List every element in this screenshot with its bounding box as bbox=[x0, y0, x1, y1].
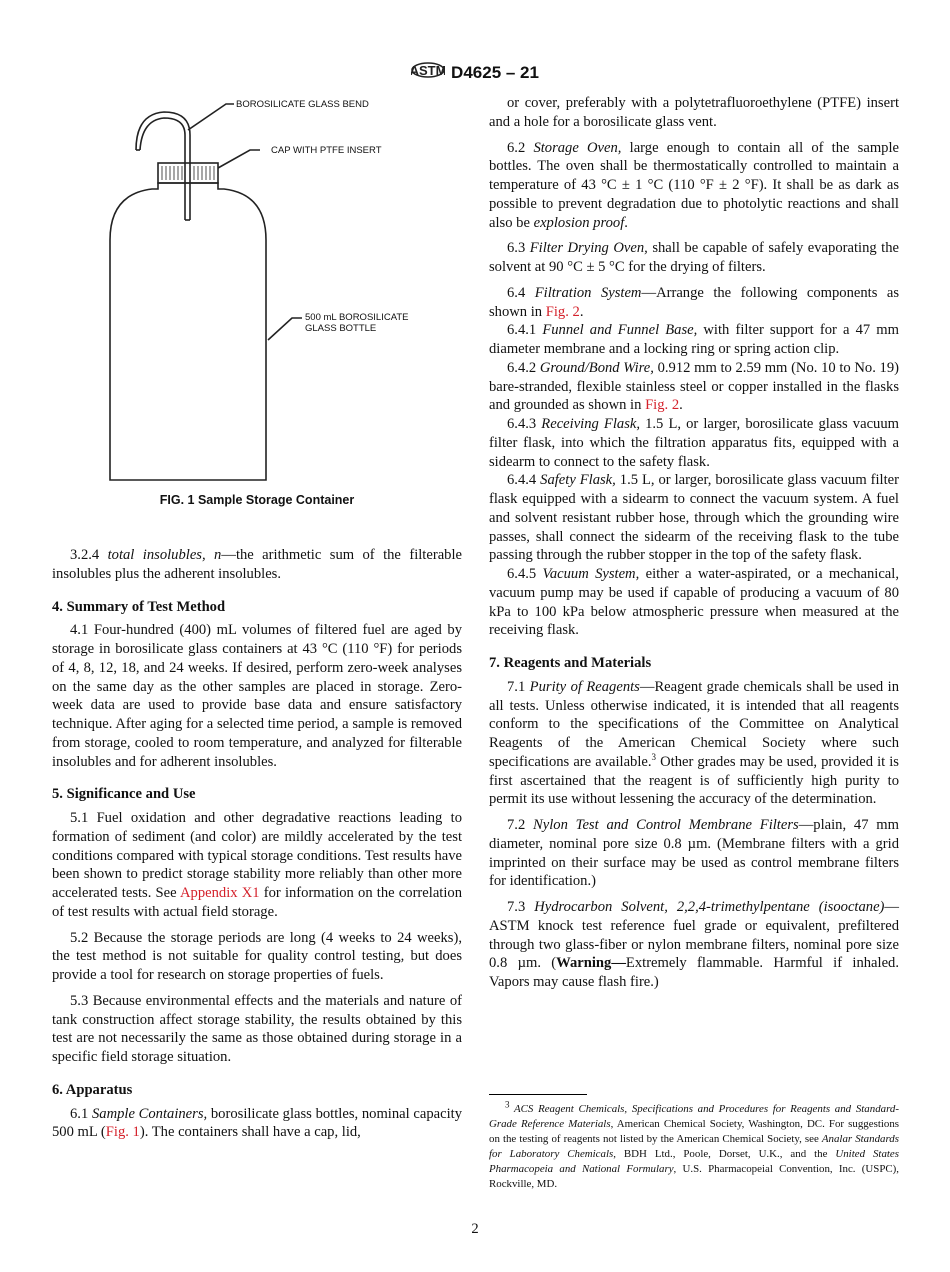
paragraph bbox=[489, 678, 899, 809]
paragraph bbox=[489, 898, 899, 992]
text-run: 5.2 Because the storage periods are long (4 weeks to 24 weeks), the test method is not suitable for quality control testing, but does provide a tool for research on storage properties of fuels. bbox=[52, 929, 462, 983]
left-column bbox=[52, 539, 462, 1142]
section-heading bbox=[489, 654, 899, 673]
standard-designation: D4625 – 21 bbox=[451, 62, 539, 82]
text-run: Nylon Test and Control Membrane Filters bbox=[533, 817, 799, 833]
text-run: total insolubles, n bbox=[107, 547, 222, 563]
text-run: 0.912 mm to 2.59 mm (No. 10 to No. 19) bare-stranded, flexible stainless steel or copper installed in the flasks and grounded as shown in bbox=[489, 359, 899, 414]
text-run: Analar Standards for Laboratory Chemicals bbox=[489, 1133, 899, 1160]
text-run: 4.1 Four-hundred (400) mL volumes of filtered fuel are aged by storage in borosilicate glass containers at 43 °C (110 °F) for periods of 4, 8, 12, 18, and 24 weeks. If desired, perform zero-week analyses on the same day as the other samples are placed in storage. Zero-week data are used to provide base data and ensure satisfactory technique. After aging for a selected time period, a sample is removed from storage, cooled to room temperature, and analyzed for filterable insolubles and for adherent insolubles. bbox=[52, 622, 462, 770]
paragraph bbox=[489, 321, 899, 359]
text-run: for information on the correlation of test results with actual field storage. bbox=[52, 885, 462, 920]
paragraph bbox=[489, 415, 899, 471]
paragraph bbox=[489, 139, 899, 233]
text-run: or cover, preferably with a polytetrafluoroethylene (PTFE) insert and a hole for a borosilicate glass vent. bbox=[489, 95, 899, 130]
paragraph bbox=[489, 94, 899, 132]
figure-1-bottle-diagram bbox=[100, 90, 420, 496]
text-run: Ground/Bond Wire, bbox=[539, 359, 654, 376]
text-run: large enough to contain all of the sample bottles. The oven shall be thermostatically controlled to maintain a temperature of 43 °C ± 1 °C (110 °F ± 2 °F). It shall be as dark as possible to prevent degradation due to photolytic reactions and shall also be bbox=[489, 139, 899, 231]
text-run: 6.2 bbox=[507, 139, 534, 156]
paragraph bbox=[489, 565, 899, 640]
text-run: Purity of Reagents bbox=[529, 678, 640, 695]
text-run: Vacuum System, bbox=[542, 566, 640, 582]
text-run: , U.S. Pharmacopeial Convention, Inc. (USPC), Rockville, MD. bbox=[489, 1163, 899, 1190]
text-run: 7. Reagents and Materials bbox=[489, 655, 652, 671]
label-bottle-line2: GLASS BOTTLE bbox=[305, 323, 377, 334]
paragraph bbox=[489, 816, 899, 891]
footnote bbox=[489, 1099, 900, 1192]
text-run: Extremely flammable. Harmful if inhaled. Vapors may cause flash fire.) bbox=[489, 955, 900, 990]
paragraph bbox=[52, 1105, 462, 1143]
text-run: Storage Oven, bbox=[533, 139, 622, 156]
label-cap: CAP WITH PTFE INSERT bbox=[271, 145, 382, 156]
text-run: Hydrocarbon Solvent, 2,2,4-trimethylpentane (isooctane) bbox=[534, 899, 885, 915]
text-run: —Arrange the following components as shown in bbox=[489, 284, 899, 320]
text-run: Receiving Flask, bbox=[541, 416, 640, 432]
page-header bbox=[0, 56, 950, 90]
text-run: borosilicate glass bottles, nominal capacity 500 mL ( bbox=[52, 1105, 463, 1141]
label-bottle-line1: 500 mL BOROSILICATE bbox=[305, 312, 409, 323]
text-run: 6.3 bbox=[507, 240, 530, 257]
right-column bbox=[489, 94, 899, 992]
text-run: . bbox=[679, 397, 683, 414]
text-run: either a water-aspirated, or a mechanical, vacuum pump may be used if capable of producing a vacuum of 80 kPa to 100 kPa below atmospheric pressure when measured at the receiving flask. bbox=[489, 566, 899, 639]
text-run: 6.4 bbox=[507, 284, 535, 301]
text-run: 5. Significance and Use bbox=[52, 786, 196, 803]
text-run: Warning— bbox=[556, 955, 626, 972]
text-run: 6.4.5 bbox=[507, 566, 543, 582]
text-run: 5.1 Fuel oxidation and other degradative reactions leading to formation of sediment (and color) are mildly accelerated by the test conditions compared with typical storage conditions. Test results have been shown to predict storage stability more reliably than other more accelerated tests. See bbox=[52, 810, 462, 901]
footnote-marker: 3 bbox=[651, 751, 657, 762]
text-run: Funnel and Funnel Base, bbox=[542, 322, 698, 339]
section-heading bbox=[52, 598, 462, 617]
text-run: 7.3 bbox=[507, 899, 535, 915]
text-run: 4. Summary of Test Method bbox=[52, 598, 226, 615]
label-glass-bend: BOROSILICATE GLASS BEND bbox=[236, 99, 369, 110]
section-heading bbox=[52, 1081, 462, 1100]
section-heading bbox=[52, 785, 462, 804]
text-run: Filter Drying Oven, bbox=[529, 240, 648, 257]
figure-caption: FIG. 1 Sample Storage Container bbox=[159, 493, 355, 507]
text-run: 6.4.4 bbox=[507, 472, 541, 489]
paragraph bbox=[489, 284, 899, 322]
text-run: with filter support for a 47 mm diameter membrane and a locking ring or spring action clip. bbox=[489, 322, 899, 357]
text-run: —ASTM knock test reference fuel grade or equivalent, prefiltered through two glass-fiber or nylon membrane filters, nominal pore size 0.8 µm. ( bbox=[489, 899, 899, 972]
footnote-marker: 3 bbox=[505, 1099, 510, 1110]
footnote-3 bbox=[489, 1099, 900, 1192]
paragraph bbox=[489, 471, 899, 565]
text-run: Filtration System bbox=[534, 284, 642, 301]
text-run: 5.3 Because environmental effects and the materials and nature of tank construction affect storage stability, the results obtained by this test are not necessarily the same as those obtained during storage in a specific field storage situation. bbox=[52, 992, 462, 1065]
text-run: 1.5 L, or larger, borosilicate glass vacuum filter flask, into which the filtration apparatus fits, equipped with a sidearm to connect to the safety flask. bbox=[489, 416, 899, 470]
text-run: 6. Apparatus bbox=[52, 1081, 133, 1098]
text-run: —the arithmetic sum of the filterable insolubles plus the adherent insolubles. bbox=[52, 547, 462, 582]
paragraph bbox=[52, 809, 462, 922]
text-run: Safety Flask, bbox=[540, 472, 616, 489]
cross-reference-link[interactable]: Fig. 2 bbox=[645, 397, 680, 414]
astm-logo bbox=[411, 56, 445, 90]
text-run: —Reagent grade chemicals shall be used in all tests. Unless otherwise indicated, it is intended that all reagents conform to the specifications of the Committee on Analytical Reagents of the American Chemical Society where such specifications are available. bbox=[489, 678, 899, 770]
text-run: 7.2 bbox=[507, 817, 534, 833]
text-run: 3.2.4 bbox=[70, 547, 108, 563]
text-run: —plain, 47 mm diameter, nominal pore size 0.8 µm. (Membrane filters with a grid imprinted on their surface may be used as control membrane filters for identification.) bbox=[489, 817, 899, 890]
paragraph bbox=[52, 929, 462, 985]
text-run: Sample Containers, bbox=[91, 1105, 208, 1122]
text-run: Other grades may be used, provided it is first ascertained that the reagent is of sufficiently high purity to permit its use without lessening the accuracy of the determination. bbox=[489, 753, 899, 808]
svg-text:ASTM: ASTM bbox=[411, 63, 446, 78]
paragraph bbox=[52, 992, 462, 1067]
cross-reference-link[interactable]: Fig. 2 bbox=[545, 303, 580, 320]
text-run: 6.1 bbox=[70, 1105, 92, 1122]
paragraph bbox=[52, 546, 462, 584]
text-run: 1.5 L, or larger, borosilicate glass vacuum filter flask equipped with a sidearm to connect the vacuum system. A fuel and solvent resistant rubber hose, through which the grounding wire passes, shall connect the sidearm of the receiving flask to the tube passing through the rubber stopper in the top of the safety flask. bbox=[489, 472, 899, 564]
text-run: 6.4.2 bbox=[507, 359, 540, 376]
text-run: United States Pharmacopeia and National Formulary bbox=[489, 1148, 899, 1175]
text-run: 7.1 bbox=[507, 678, 530, 695]
text-run: explosion proof bbox=[533, 214, 625, 231]
text-run: shall be capable of safely evaporating the solvent at 90 °C ± 5 °C for the drying of filters. bbox=[489, 240, 900, 275]
text-run: 6.4.3 bbox=[507, 416, 542, 432]
text-run: ACS Reagent Chemicals, Specifications and Procedures for Reagents and Standard-Grade Reference Materials bbox=[489, 1103, 899, 1130]
cross-reference-link[interactable]: Appendix X1 bbox=[180, 885, 260, 901]
cross-reference-link[interactable]: Fig. 1 bbox=[105, 1124, 140, 1141]
text-run: 6.4.1 bbox=[507, 322, 543, 339]
paragraph bbox=[489, 239, 899, 277]
text-run: ). The containers shall have a cap, lid, bbox=[139, 1124, 361, 1141]
text-run: , American Chemical Society, Washington, DC. For suggestions on the testing of reagents not listed by the American Chemical Society, see bbox=[489, 1118, 900, 1145]
footnote-divider bbox=[489, 1094, 587, 1095]
text-run: . bbox=[579, 303, 584, 320]
page-number: 2 bbox=[471, 1221, 479, 1237]
text-run: , BDH Ltd., Poole, Dorset, U.K., and the bbox=[613, 1148, 836, 1160]
paragraph bbox=[489, 359, 899, 415]
paragraph bbox=[52, 621, 462, 771]
text-run: . bbox=[624, 214, 628, 231]
